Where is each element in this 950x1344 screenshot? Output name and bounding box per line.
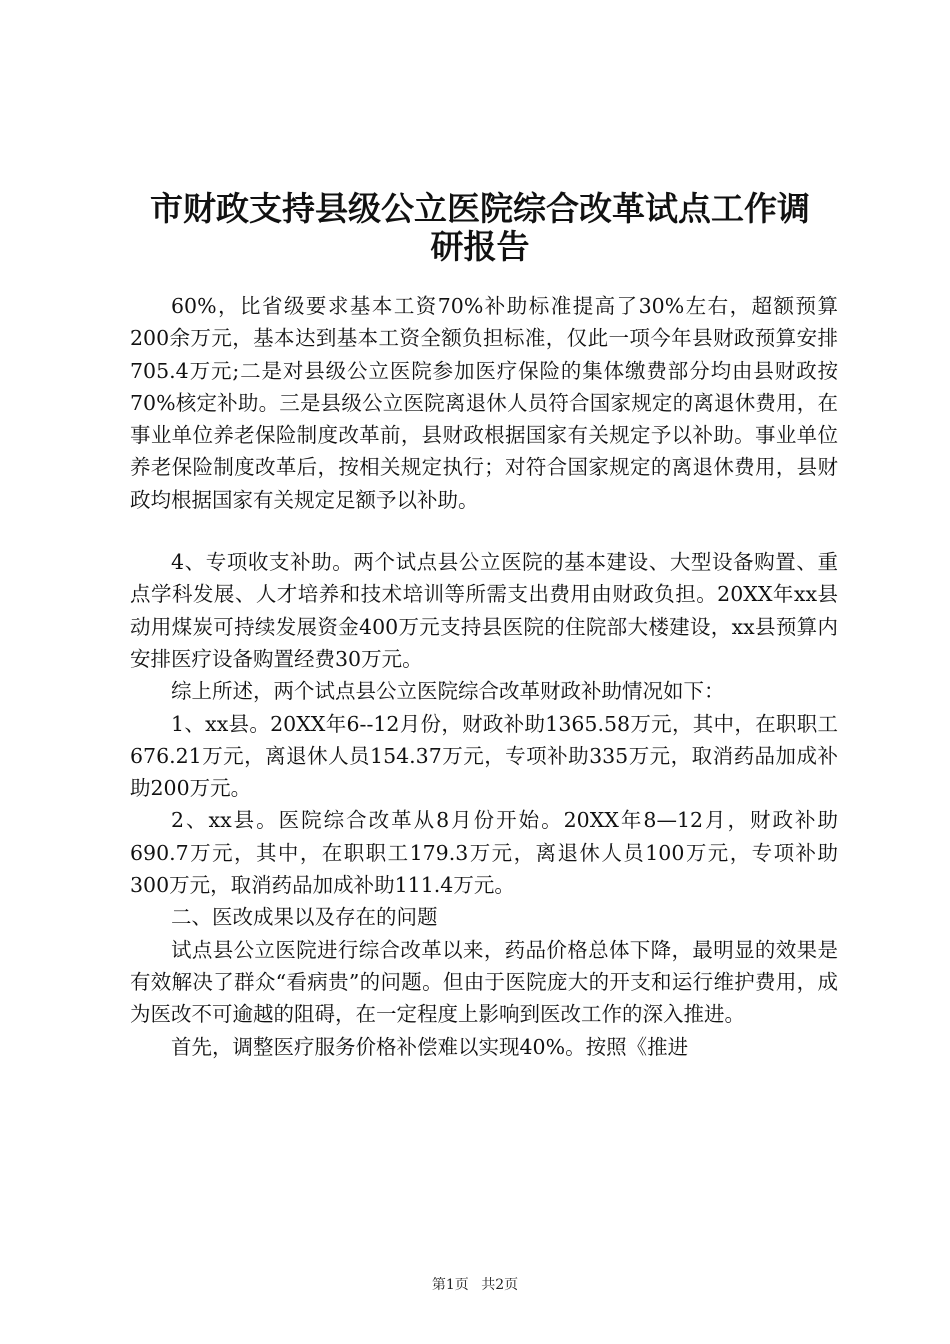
paragraph-results: 试点县公立医院进行综合改革以来，药品价格总体下降，最明显的效果是有效解决了群众“看病贵”的问题。但由于医院庞大的开支和运行维护费用，成为医改不可逾越的阻碍，在一定程度上影响到医改工作的深入推进。 xyxy=(130,937,838,1027)
paragraph-county-1: 1、xx县。20XX年6--12月份，财政补助1365.58万元，其中，在职职工676.21万元，离退休人员154.37万元，专项补助335万元，取消药品加成补助200万元。 xyxy=(130,711,838,801)
paragraph-summary: 综上所述，两个试点县公立医院综合改革财政补助情况如下： xyxy=(171,679,725,704)
paragraph-first-issue: 首先，调整医疗服务价格补偿难以实现40%。按照《推进 xyxy=(171,1034,689,1059)
section-heading-results: 二、医改成果以及存在的问题 xyxy=(171,905,438,930)
page-footer xyxy=(0,1276,950,1294)
paragraph-salary-subsidy: 60%，比省级要求基本工资70%补助标准提高了30%左右，超额预算200余万元，基本达到基本工资全额负担标准，仅此一项今年县财政预算安排705.4万元;二是对县级公立医院参加医疗保险的集体缴费部分均由县财政按70%核定补助。三是县级公立医院离退休人员符合国家规定的离退休费用，在事业单位养老保险制度改革前，县财政根据国家有关规定予以补助。事业单位养老保险制度改革后，按相关规定执行；对符合国家规定的离退休费用，县财政均根据国家有关规定足额予以补助。 xyxy=(130,294,838,512)
page-number: 第1页 xyxy=(431,1277,469,1293)
paragraph-special-subsidy: 4、专项收支补助。两个试点县公立医院的基本建设、大型设备购置、重点学科发展、人才培养和技术培训等所需支出费用由财政负担。20XX年xx县动用煤炭可持续发展资金400万元支持县医院的住院部大楼建设，xx县预算内安排医疗设备购置经费30万元。 xyxy=(130,550,838,671)
page-total: 共2页 xyxy=(481,1277,519,1293)
paragraph-county-2: 2、xx县。医院综合改革从8月份开始。20XX年8—12月，财政补助690.7万元，其中，在职职工179.3万元，离退休人员100万元，专项补助300万元，取消药品加成补助111.4万元。 xyxy=(130,808,838,898)
document-title-line-2: 研报告 xyxy=(430,227,530,266)
document-body xyxy=(130,290,838,1063)
document-title-line-1: 市财政支持县级公立医院综合改革试点工作调 xyxy=(150,189,810,228)
